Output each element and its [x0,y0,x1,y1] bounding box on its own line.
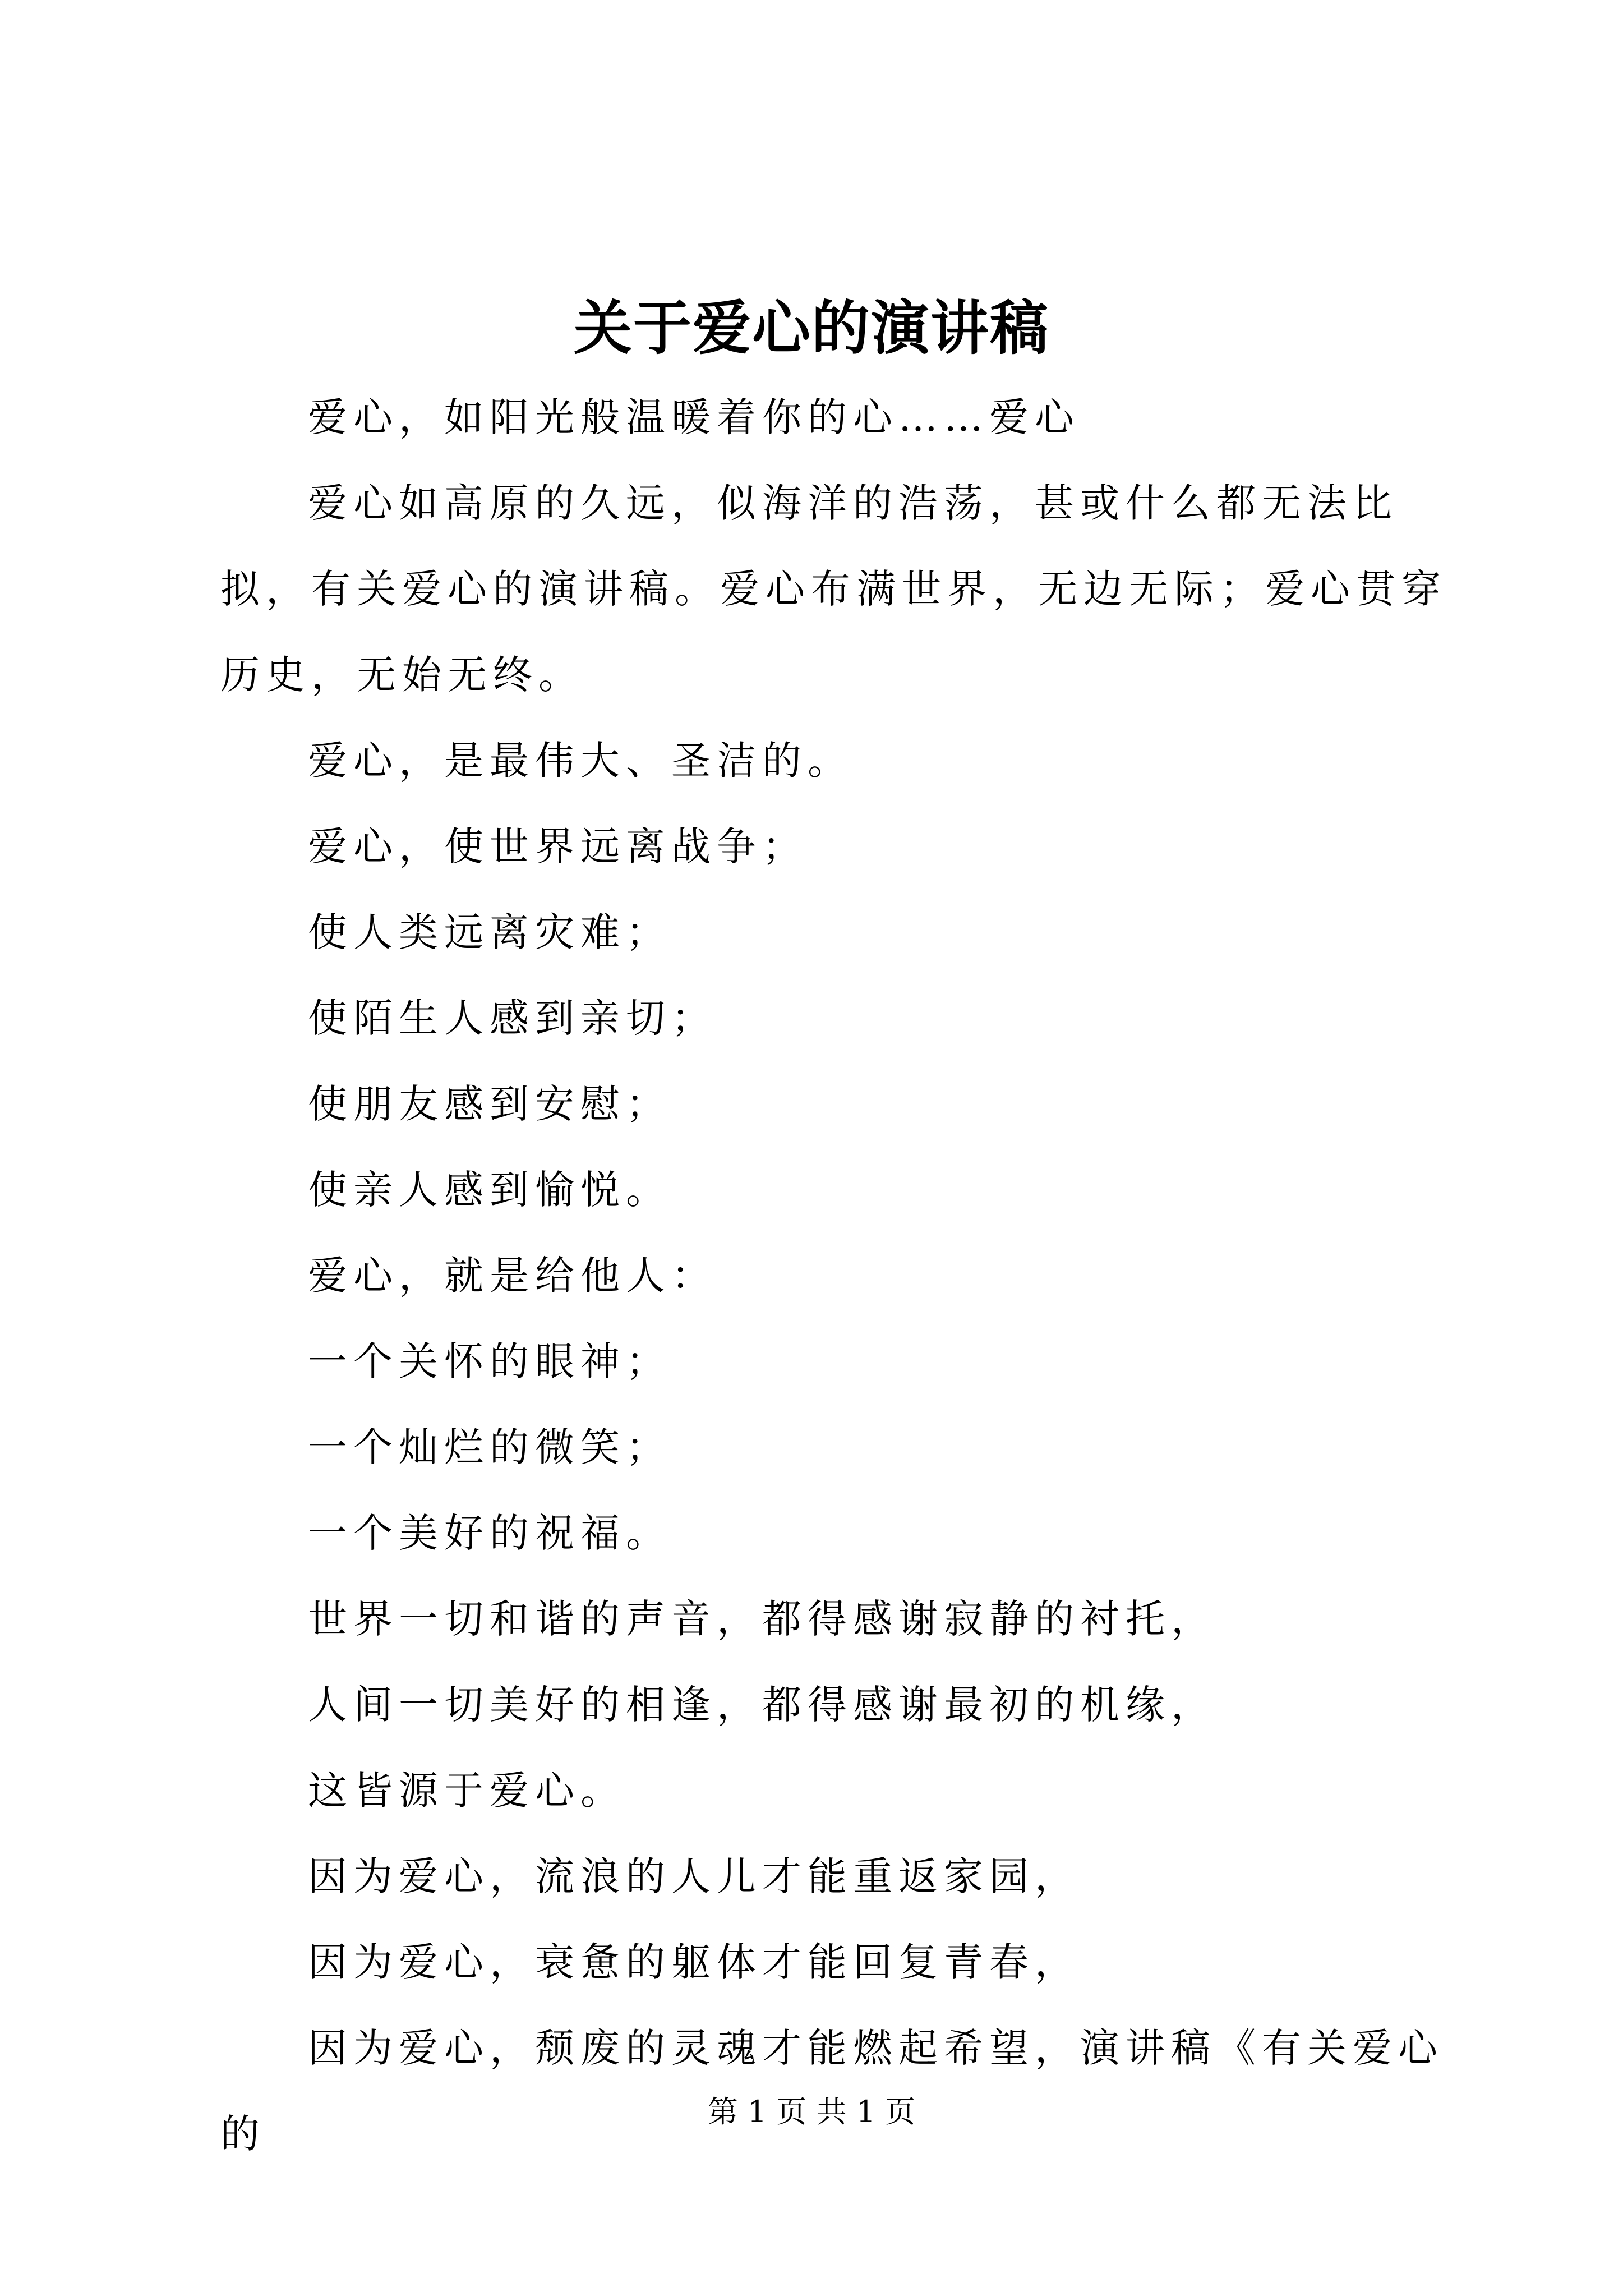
paragraph: 爱心，就是给他人： [308,1253,717,1299]
paragraph: 使朋友感到安慰； [308,1081,671,1127]
paragraph: 爱心，使世界远离战争； [308,823,808,869]
paragraph: 爱心，如阳光般温暖着你的心……爱心 [308,394,1080,440]
paragraph: 人间一切美好的相逢，都得感谢最初的机缘， [308,1682,1216,1728]
paragraph: 因为爱心，流浪的人儿才能重返家园， [308,1853,1080,1899]
paragraph: 因为爱心，颓废的灵魂才能燃起希望，演讲稿《有关爱心的 [220,2025,1444,2157]
paragraph: 一个美好的祝福。 [308,1510,671,1556]
paragraph: 使亲人感到愉悦。 [308,1167,671,1213]
paragraph: 一个灿烂的微笑； [308,1424,671,1470]
page-footer: 第 1 页 共 1 页 [707,2094,916,2129]
paragraph: 一个关怀的眼神； [308,1338,671,1384]
document-body [220,375,1456,2177]
paragraph: 爱心，是最伟大、圣洁的。 [308,738,853,784]
document-title: 关于爱心的演讲稿 [573,293,1049,362]
paragraph: 使陌生人感到亲切； [308,995,717,1041]
paragraph: 使人类远离灾难； [308,909,671,955]
paragraph: 因为爱心，衰惫的躯体才能回复青春， [308,1939,1080,1985]
paragraph: 世界一切和谐的声音，都得感谢寂静的衬托， [308,1596,1216,1642]
paragraph: 这皆源于爱心。 [308,1768,626,1814]
paragraph: 爱心如高原的久远，似海洋的浩荡，甚或什么都无法比拟，有关爱心的演讲稿。爱心布满世界，无边无际；爱心贯穿历史，无始无终。 [220,480,1447,698]
